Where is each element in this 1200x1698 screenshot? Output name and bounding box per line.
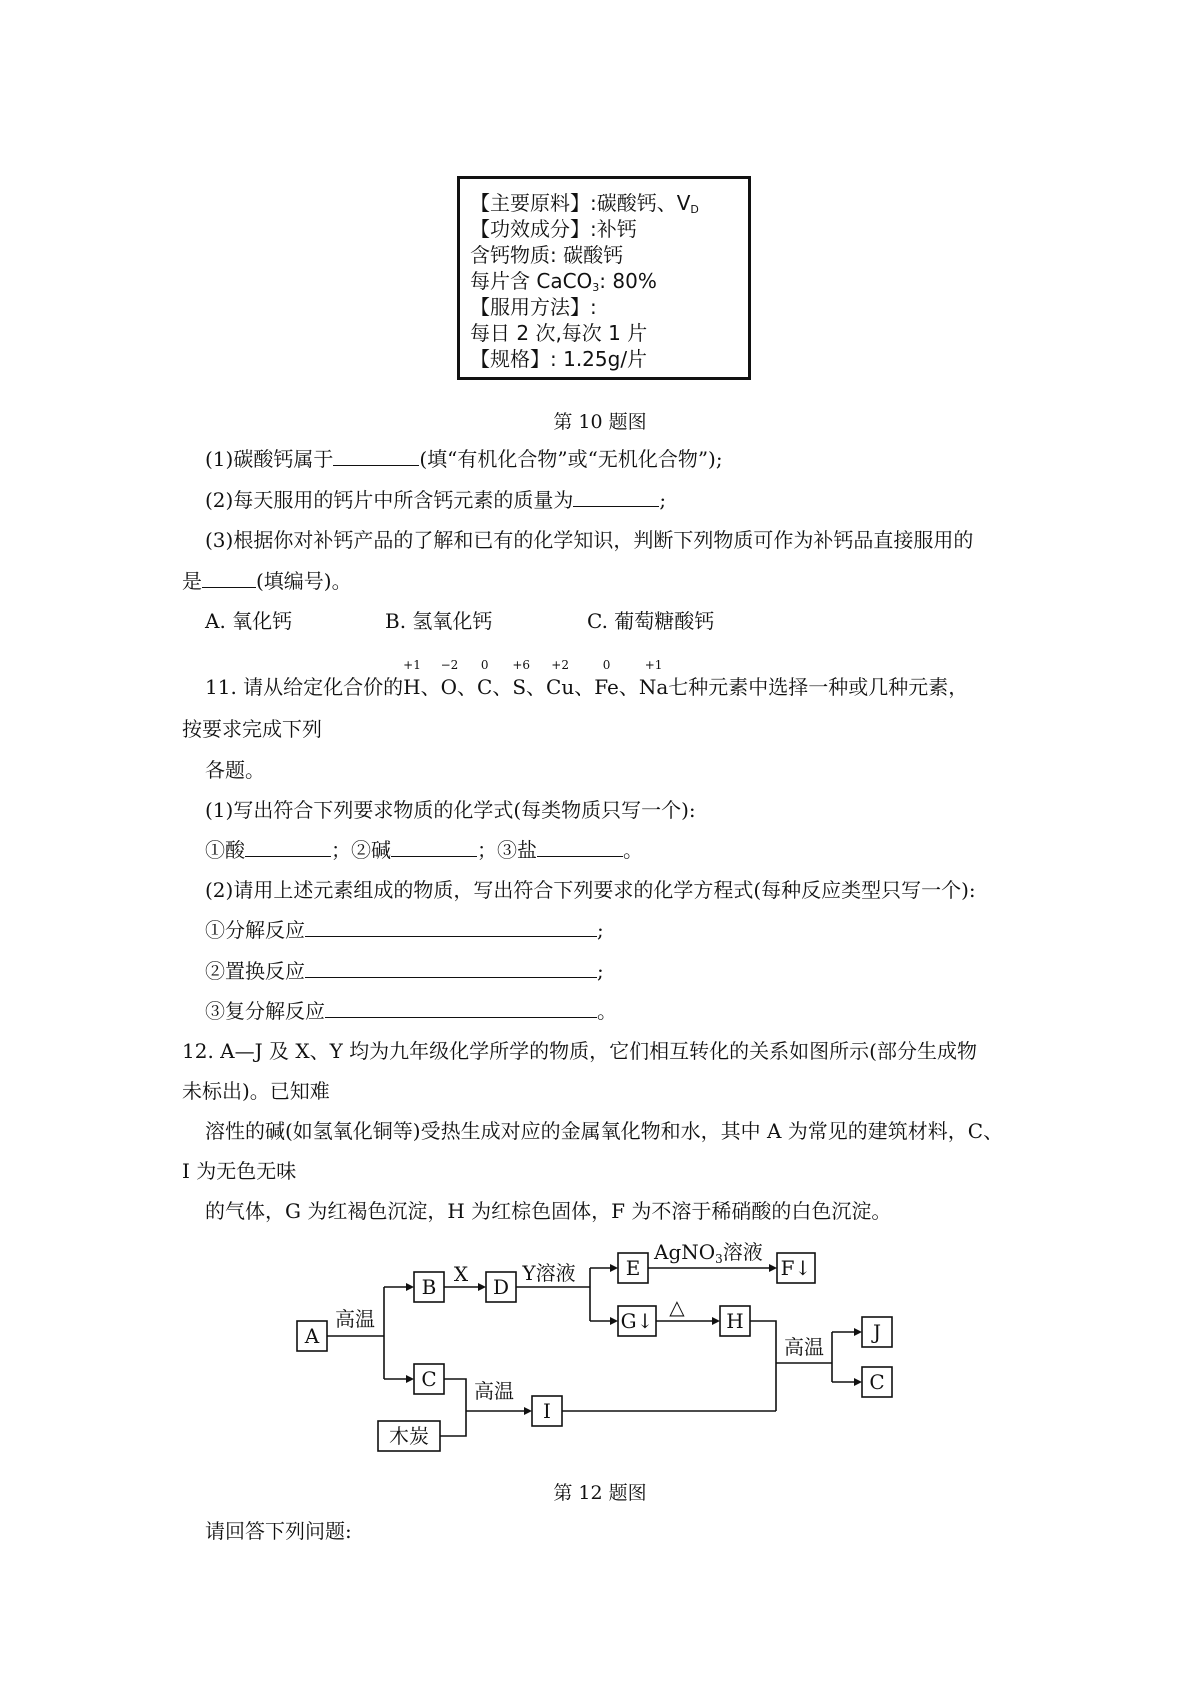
symbol-h: H <box>403 675 421 699</box>
reaction-flow-diagram <box>0 1228 1200 1468</box>
q11-decomposition <box>205 917 604 943</box>
node-e: E <box>625 1256 641 1280</box>
arrow-f <box>769 1264 777 1272</box>
q11-lead: 11. 请从给定化合价的 <box>205 675 404 699</box>
label-agno3-tail: 溶液 <box>722 1240 763 1264</box>
node-d: D <box>492 1275 510 1299</box>
q11-double-decomposition-blank <box>325 998 597 1018</box>
q11-displacement-blank <box>305 958 597 978</box>
fig12-caption: 第 12 题图 <box>553 1482 647 1504</box>
q10-part1-text: (1)碳酸钙属于 <box>205 447 334 471</box>
node-h: H <box>726 1309 744 1333</box>
valence-o: −2 <box>440 658 459 672</box>
q10-part3-is: 是 <box>182 569 202 593</box>
q11-salt-label: ；③盐 <box>477 838 537 862</box>
element-separator: 、 <box>457 675 478 699</box>
q10-part3-blank <box>202 568 256 588</box>
element-separator: 、 <box>492 675 513 699</box>
q11-decomposition-label: ①分解反应 <box>205 918 305 942</box>
label-vd-subscript: D <box>690 203 699 216</box>
q11-displacement-label: ②置换反应 <box>205 959 305 983</box>
valence-cu: +2 <box>551 658 569 672</box>
arrow-h <box>712 1317 720 1325</box>
q11-part2: (2)请用上述元素组成的物质，写出符合下列要求的化学方程式(每种反应类型只写一个): <box>205 878 976 902</box>
label-high-temp-a: 高温 <box>335 1307 375 1331</box>
q11-salt-blank <box>537 837 623 857</box>
arrow-e <box>610 1264 618 1272</box>
valence-h: +1 <box>403 658 421 672</box>
label-caco3-subscript: 3 <box>592 281 600 294</box>
arrow-b <box>406 1283 414 1291</box>
valence-s: +6 <box>512 658 531 672</box>
node-g: G↓ <box>620 1309 654 1333</box>
supplement-label-box <box>457 176 751 380</box>
q12-stem-line3: 溶性的碱(如氢氧化铜等)受热生成对应的金属氧化物和水，其中 A 为常见的建筑材料，C、 <box>205 1119 1004 1143</box>
symbol-s: S <box>512 675 527 699</box>
arrow-c <box>406 1375 414 1383</box>
symbol-fe: Fe <box>594 675 619 699</box>
q10-part2-end: ; <box>659 488 667 512</box>
q10-option-a: A. 氧化钙 <box>205 609 293 633</box>
symbol-na: Na <box>638 675 669 699</box>
heat-icon: △ <box>669 1295 685 1319</box>
q10-option-c: C. 葡萄糖酸钙 <box>587 609 715 633</box>
element-cu <box>546 658 575 700</box>
node-j: J <box>872 1320 882 1344</box>
q10-part3-cont <box>182 568 352 594</box>
element-separator: 、 <box>420 675 441 699</box>
node-c2: C <box>869 1370 885 1394</box>
valence-c: 0 <box>480 658 489 672</box>
q10-part1-hint: (填“有机化合物”或“无机化合物”); <box>419 447 723 471</box>
arrow-i <box>524 1407 532 1415</box>
q12-stem-line4: I 为无色无味 <box>182 1159 297 1183</box>
label-line-calcium-substance: 含钙物质: 碳酸钙 <box>470 243 624 267</box>
element-na <box>638 658 669 700</box>
valence-fe: 0 <box>602 658 611 672</box>
q10-part1-blank <box>333 446 419 466</box>
q11-part1-end: 。 <box>623 838 643 862</box>
q11-base-blank <box>391 837 477 857</box>
q11-part1: (1)写出符合下列要求物质的化学式(每类物质只写一个): <box>205 798 696 822</box>
q11-elements <box>403 658 669 699</box>
symbol-c: C <box>477 675 493 699</box>
q10-option-b: B. 氢氧化钙 <box>385 609 493 633</box>
label-line-usage-title: 【服用方法】: <box>470 295 597 319</box>
q11-decomposition-end: ; <box>597 918 604 942</box>
label-caco3-text: 每片含 CaCO <box>470 269 593 293</box>
label-high-temp-c: 高温 <box>474 1379 514 1403</box>
q11-acid-label: ①酸 <box>205 838 245 862</box>
q12-stem-line1: 12. A—J 及 X、Y 均为九年级化学所学的物质，它们相互转化的关系如图所示(部分生成物 <box>182 1039 977 1063</box>
symbol-cu: Cu <box>546 675 575 699</box>
symbol-o: O <box>440 675 458 699</box>
label-line-usage: 每日 2 次,每次 1 片 <box>470 321 648 345</box>
q11-tail: 七种元素中选择一种或几种元素， <box>668 675 969 699</box>
fig10-caption: 第 10 题图 <box>553 411 647 433</box>
arrow-c2 <box>854 1378 862 1386</box>
q10-part2 <box>205 487 666 513</box>
q11-base-label: ；②碱 <box>331 838 391 862</box>
q11-double-decomposition <box>205 998 617 1024</box>
q11-part1-blanks <box>205 837 643 863</box>
label-x: X <box>453 1262 469 1286</box>
q11-stem-line2: 按要求完成下列 <box>182 717 322 741</box>
q12-stem-line5: 的气体，G 为红褐色沉淀，H 为红棕色固体，F 为不溶于稀硝酸的白色沉淀。 <box>205 1199 892 1223</box>
q12-stem-line2: 未标出)。已知难 <box>182 1079 330 1103</box>
label-high-temp-h: 高温 <box>784 1335 824 1359</box>
element-h <box>403 658 421 700</box>
label-agno3: AgNO <box>654 1240 716 1264</box>
valence-na: +1 <box>644 658 663 672</box>
arrow-j <box>854 1328 862 1336</box>
label-ingredients-text: 【主要原料】:碳酸钙、V <box>470 191 691 215</box>
element-separator: 、 <box>574 675 595 699</box>
label-line-caco3-content <box>470 265 657 294</box>
label-y-solution: Y溶液 <box>522 1261 576 1285</box>
q10-part3-hint: (填编号)。 <box>256 569 352 593</box>
q11-double-decomposition-end: 。 <box>597 999 617 1023</box>
q11-displacement <box>205 958 604 984</box>
node-b: B <box>421 1275 437 1299</box>
label-line-spec: 【规格】: 1.25g/片 <box>470 347 648 371</box>
node-c: C <box>421 1367 437 1391</box>
q10-part2-text: (2)每天服用的钙片中所含钙元素的质量为 <box>205 488 574 512</box>
q10-part1 <box>205 446 723 472</box>
node-charcoal: 木炭 <box>389 1424 429 1448</box>
q11-decomposition-blank <box>305 917 597 937</box>
label-line-effect: 【功效成分】:补钙 <box>470 217 637 241</box>
q11-acid-blank <box>245 837 331 857</box>
label-agno3-solution <box>653 1240 763 1266</box>
q10-part3: (3)根据你对补钙产品的了解和已有的化学知识，判断下列物质可作为补钙品直接服用的 <box>205 528 974 552</box>
q11-stem-line3: 各题。 <box>205 758 265 782</box>
element-separator: 、 <box>618 675 639 699</box>
line-h-down <box>750 1321 776 1411</box>
q11-stem <box>205 658 969 700</box>
arrow-g <box>610 1317 618 1325</box>
element-o <box>440 658 459 700</box>
label-agno3-subscript: 3 <box>715 1252 723 1266</box>
label-caco3-percent: : 80% <box>599 269 657 293</box>
arrow-d <box>478 1283 486 1291</box>
element-separator: 、 <box>526 675 547 699</box>
q10-part2-blank <box>573 487 659 507</box>
element-c <box>477 658 493 700</box>
label-line-ingredients <box>470 187 699 216</box>
element-fe <box>594 658 619 700</box>
node-f: F↓ <box>780 1256 812 1280</box>
node-a: A <box>304 1324 320 1348</box>
q12-closing: 请回答下列问题: <box>205 1519 352 1543</box>
element-s <box>512 658 531 700</box>
node-i: I <box>543 1399 551 1423</box>
q11-double-decomposition-label: ③复分解反应 <box>205 999 325 1023</box>
q11-displacement-end: ; <box>597 959 604 983</box>
